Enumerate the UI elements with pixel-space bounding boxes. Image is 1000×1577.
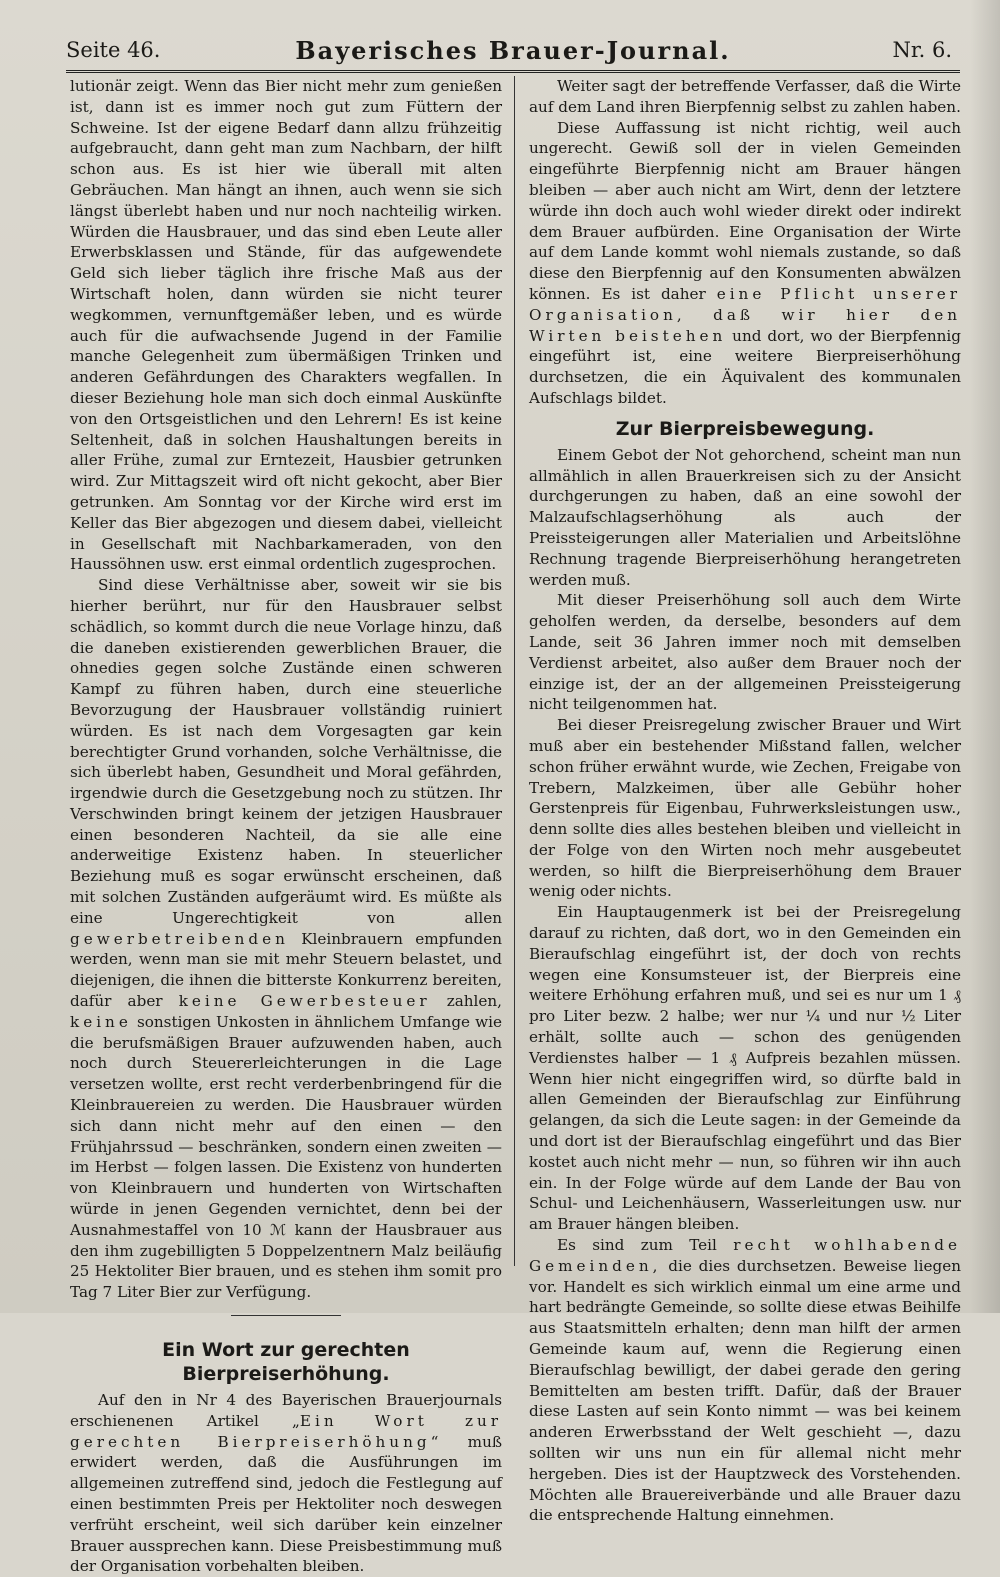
left-column xyxy=(70,76,502,1577)
paragraph: Mit dieser Preiserhöhung soll auch dem Wirte geholfen werden, da derselbe, besonders auf dem Lande, seit 36 Jahren immer noch mit demselben Verdienst arbeitet, also außer dem Brauer noch der einzige ist, der an der allgemeinen Preissteigerung nicht teilgenommen hat. xyxy=(529,591,961,714)
paragraph: Einem Gebot der Not gehorchend, scheint man nun allmählich in allen Brauerkreisen sich zu der Ansicht durchgerungen zu haben, daß an eine sowohl der Malzaufschlagserhöhung als auch der Preissteigerungen aller Materialien und Arbeitslöhne Rechnung tragende Bierpreiserhöhung herangetreten werden muß. xyxy=(529,445,961,589)
paragraph: Weiter sagt der betreffende Verfasser, daß die Wirte auf dem Land ihren Bierpfennig selbst zu zahlen haben. xyxy=(529,77,961,116)
issue-number: Nr. 6. xyxy=(892,38,952,62)
section-heading: Ein Wort zur gerechten Bierpreiserhöhung. xyxy=(162,1339,410,1386)
paragraph: lutionär zeigt. Wenn das Bier nicht mehr zum genießen ist, dann ist es immer noch gut zum Füttern der Schweine. Ist der eigene Bedarf dann allzu frühzeitig aufgebraucht, dann geht man zum Nachbarn, der hilft schon aus. Es ist hier wie überall mit alten Gebräuchen. Man hängt an ihnen, auch wenn sie sich längst überlebt haben und nur noch nachteilig wirken. Würden die Hausbrauer, und das sind eben Leute aller Erwerbsklassen und Stände, für das aufgewendete Geld sich lieber täglich ihre frische Maß aus der Wirtschaft holen, dann würden sie nicht teurer wegkommen, vernunftgemäßer leben, und es würde auch für die aufwachsende Jugend in der Familie manche Gelegenheit zum übermäßigen Trinken und anderen Gefährdungen des Charakters wegfallen. In dieser Beziehung hole man sich doch einmal Auskünfte von den Ortsgeistlichen und den Lehrern! Es ist keine Seltenheit, daß in solchen Haushaltungen bereits in aller Frühe, zumal zur Erntezeit, Hausbier getrunken wird. Zur Mittagszeit wird oft nicht gekocht, aber Bier getrunken. Am Sonntag vor der Kirche wird erst im Keller das Bier abgezogen und diesem dabei, vielleicht in Gesellschaft mit Nachbarkameraden, von den Haussöhnen usw. erst einmal ordentlich zugesprochen. xyxy=(70,77,502,574)
header-rule xyxy=(66,70,960,73)
page-edge-shadow xyxy=(970,0,1000,1313)
section-divider xyxy=(231,1315,341,1316)
right-column xyxy=(529,76,961,1526)
paragraph: Sind diese Verhältnisse aber, soweit wir sie bis hierher berührt, nur für den Hausbrauer selbst schädlich, so kommt durch die neue Vorlage hinzu, daß die daneben existierenden gewerblichen Brauer, die ohnedies gegen solche Zustände einen schweren Kampf zu führen haben, durch eine steuerliche Bevorzugung der Hausbrauer vollständig ruiniert würden. Es ist nach dem Vorgesagten gar kein berechtigter Grund vorhanden, solche Verhältnisse, die sich überlebt haben, Gesundheit und Moral gefährden, irgendwie durch die Gesetzgebung noch zu stützen. Ihr Verschwinden bringt keinem der jetzigen Hausbrauer einen besonderen Nachteil, da sie alle eine anderweitige Existenz haben. In steuerlicher Beziehung muß es sogar erwünscht erscheinen, daß mit solchen Zuständen aufgeräumt wird. Es müßte als eine Ungerechtigkeit von allen gewerbetreibenden Kleinbrauern empfunden werden, wenn man sie mit mehr Steuern belastet, und diejenigen, die ihnen die bitterste Konkurrenz bereiten, dafür aber keine Gewerbesteuer zahlen, keine sonstigen Unkosten in ähnlichem Umfange wie die berufsmäßigen Brauer aufzuwenden haben, auch noch durch Steuererleichterungen in die Lage versetzen wollte, erst recht verderbenbringend für die Kleinbrauereien zu werden. Die Hausbrauer würden sich dann nicht mehr auf den einen — den Frühjahrssud — beschränken, sondern einen zweiten — im Herbst — folgen lassen. Die Existenz von hunderten von Kleinbrauern und hunderten von Wirtschaften würde in jenen Gegenden vernichtet, denn bei der Ausnahmestaffel von 10 ℳ kann der Hausbrauer aus den ihm zugebilligten 5 Doppelzentnern Malz beiläufig 25 Hektoliter Bier brauen, und es stehen ihm somit pro Tag 7 Liter Bier zur Verfügung. xyxy=(70,576,503,1302)
journal-title: Bayerisches Brauer-Journal. xyxy=(295,36,731,65)
page-number: Seite 46. xyxy=(66,38,161,62)
section-heading: Zur Bierpreisbewegung. xyxy=(615,417,875,440)
paragraph: Ein Hauptaugenmerk ist bei der Preisregelung darauf zu richten, daß dort, wo in den Gemeinden ein Bieraufschlag eingeführt ist, der doch von rechts wegen eine Konsumsteuer ist, der Bierpreis eine weitere Erhöhung erfahren muß, und sei es nur um 1 ₰ pro Liter bezw. 2 halbe; wer nur ¼ und nur ½ Liter erhält, sollte auch — schon des genügenden Verdienstes halber — 1 ₰ Aufpreis bezahlen müssen. Wenn hier nicht eingegriffen wird, so dürfte bald in allen Gemeinden der Bieraufschlag zur Einführung gelangen, da sich die Leute sagen: in der Gemeinde da und dort ist der Bieraufschlag eingeführt und das Bier kostet auch nicht mehr — nun, so führen wir ihn auch ein. In der Folge würde auf dem Lande der Bau von Schul- und Leichenhäusern, Wasserleitungen usw. nur am Brauer hängen bleiben. xyxy=(529,903,961,1234)
column-divider xyxy=(514,76,515,1266)
paragraph: Es sind zum Teil recht wohlhabende Gemeinden, die dies durchsetzen. Beweise liegen vor. Handelt es sich wirklich einmal um eine arme und hart bedrängte Gemeinde, so sollte diese etwas Beihilfe aus Staatsmitteln erhalten; denn man hilft der armen Gemeinde kaum auf, wenn die Regierung einen Bieraufschlag bewilligt, der dabei gerade den gering Bemittelten am besten trifft. Dafür, daß der Brauer diese Lasten auf sein Konto nimmt — was bei keinem anderen Erwerbsstand der Welt geschieht —, dazu sollten wir uns nun ein für allemal nicht mehr hergeben. Dies ist der Hauptzweck des Vorstehenden. Möchten alle Brauereiverbände und alle Brauer dazu die entsprechende Haltung einnehmen. xyxy=(529,1236,962,1525)
paragraph: Auf den in Nr 4 des Bayerischen Brauerjournals erschienenen Artikel „Ein Wort zur gerechten Bierpreiserhöhung“ muß erwidert werden, daß die Ausführungen im allgemeinen zutreffend sind, jedoch die Festlegung auf einen bestimmten Preis per Hektoliter noch deswegen verfrüht erscheint, weil sich darüber kein einzelner Brauer aussprechen kann. Diese Preisbestimmung muß der Organisation vorbehalten bleiben. xyxy=(70,1391,502,1576)
paragraph: Bei dieser Preisregelung zwischer Brauer und Wirt muß aber ein bestehender Mißstand fallen, welcher schon früher erwähnt wurde, wie Zechen, Freigabe von Trebern, Malzkeimen, über alle Gebühr hoher Gerstenpreis für Eigenbau, Fuhrwerksleistungen usw., denn sollte dies alles bestehen bleiben und vielleicht in der Folge von den Wirten noch mehr ausgebeutet werden, so hilft die Bierpreiserhöhung dem Brauer wenig oder nichts. xyxy=(529,716,961,901)
paragraph: Diese Auffassung ist nicht richtig, weil auch ungerecht. Gewiß soll der in vielen Gemeinden eingeführte Bierpfennig nicht am Brauer hängen bleiben — aber auch nicht am Wirt, denn der letztere würde ihn doch auch wohl wieder direkt oder indirekt dem Brauer aufbürden. Eine Organisation der Wirte auf dem Lande kommt wohl niemals zustande, so daß diese den Bierpfennig auf den Konsumenten abwälzen können. Es ist daher eine Pflicht unserer Organisation, daß wir hier den Wirten beistehen und dort, wo der Bierpfennig eingeführt ist, eine weitere Bierpreiserhöhung durchsetzen, die ein Äquivalent des kommunalen Aufschlags bildet. xyxy=(529,118,961,407)
page-header xyxy=(66,30,960,70)
